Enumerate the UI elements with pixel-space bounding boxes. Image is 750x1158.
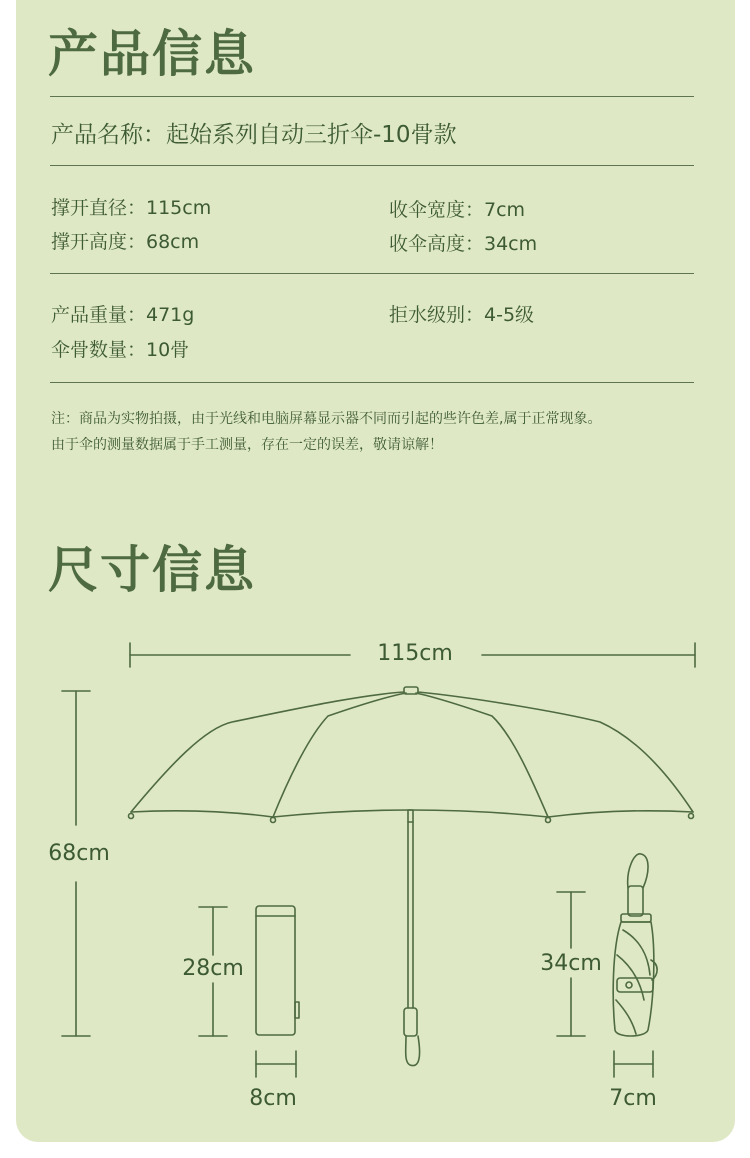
spec-weight: 产品重量：471g <box>51 304 195 326</box>
folded-width-label: 7cm <box>609 1086 657 1111</box>
case-width-label: 8cm <box>249 1086 297 1111</box>
spec-open-diameter: 撑开直径：115cm <box>51 197 212 219</box>
product-name: 产品名称：起始系列自动三折伞-10骨款 <box>51 122 457 148</box>
open-height-label: 68cm <box>48 841 110 866</box>
spec-folded-height: 收伞高度：34cm <box>389 233 538 255</box>
note-line-2: 由于伞的测量数据属于手工测量，存在一定的误差，敬请谅解！ <box>51 437 443 453</box>
spec-folded-width: 收伞宽度：7cm <box>389 199 526 221</box>
note-line-1: 注：商品为实物拍摄，由于光线和电脑屏幕显示器不同而引起的些许色差,属于正常现象。 <box>51 411 602 427</box>
product-info-title: 产品信息 <box>48 24 256 83</box>
spec-water-repellency: 拒水级别：4-5级 <box>389 304 535 326</box>
case-height-label: 28cm <box>182 956 244 981</box>
spec-rib-count: 伞骨数量：10骨 <box>51 339 190 361</box>
size-info-title: 尺寸信息 <box>48 540 256 599</box>
open-diameter-label: 115cm <box>377 641 453 666</box>
folded-height-label: 34cm <box>540 951 602 976</box>
spec-open-height: 撑开高度：68cm <box>51 231 200 253</box>
umbrella-case-illustration <box>199 906 299 1077</box>
